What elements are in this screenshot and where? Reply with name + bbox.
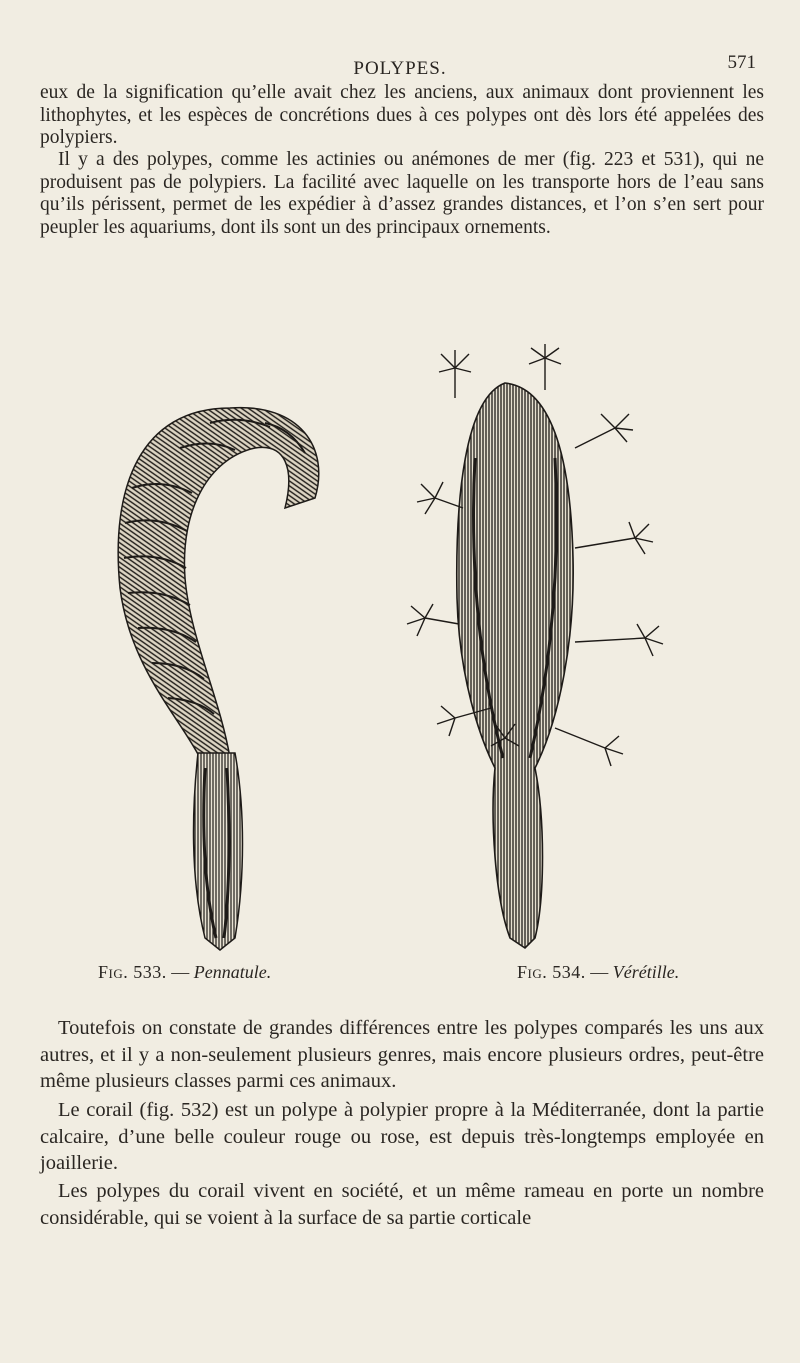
paragraph-5: Les polypes du corail vivent en société, et un même rameau en porte un nombre considérable, qui se voient à la surface de sa partie corticale bbox=[40, 1180, 764, 1229]
page-header bbox=[40, 52, 760, 84]
paragraph-2: Il y a des polypes, comme les actinies ou anémones de mer (fig. 223 et 531), qui ne produisent pas de polypiers. La facilité avec laquelle on les transporte hors de l’eau sans qu’ils périssent, permet de les expédier à d’assez grandes distances, et l’on s’en sert pour peupler les aquariums, dont ils sont un des principaux ornements. bbox=[40, 149, 764, 238]
page-number: 571 bbox=[727, 52, 756, 73]
veretille-engraving bbox=[395, 338, 740, 958]
figure-pennatule bbox=[80, 338, 370, 958]
pennatule-leaves bbox=[118, 408, 319, 758]
running-title: POLYPES. bbox=[353, 58, 447, 79]
figure-veretille bbox=[395, 338, 740, 958]
veretille-body bbox=[457, 383, 573, 948]
paragraph-4: Le corail (fig. 532) est un polype à polypier propre à la Méditerranée, dont la partie calcaire, d’une belle couleur rouge ou rose, est depuis très-longtemps employée en joaillerie. bbox=[40, 1099, 764, 1175]
caption-fig-533-name: Pennatule. bbox=[193, 962, 272, 982]
caption-fig-534-name: Vérétille. bbox=[612, 962, 680, 982]
pennatule-engraving bbox=[80, 338, 370, 958]
caption-fig-534-label: Fig. 534. bbox=[517, 962, 586, 982]
caption-fig-534-dash: — bbox=[590, 962, 609, 982]
caption-fig-533 bbox=[98, 962, 271, 983]
pennatule-stalk bbox=[194, 753, 243, 950]
caption-fig-534 bbox=[517, 962, 679, 983]
paragraph-3: Toutefois on constate de grandes différences entre les polypes comparés les uns aux autres, et il y a non-seulement plusieurs genres, mais encore plusieurs ordres, peut-être même plusieurs classes parmi ces animaux. bbox=[40, 1017, 764, 1093]
caption-fig-533-dash: — bbox=[171, 962, 190, 982]
paragraph-1: eux de la signification qu’elle avait chez les anciens, aux animaux dont proviennent les lithophytes, et les espèces de concrétions dues à ces polypes ont dès lors été appelées des polypiers. bbox=[40, 82, 764, 149]
caption-fig-533-label: Fig. 533. bbox=[98, 962, 167, 982]
